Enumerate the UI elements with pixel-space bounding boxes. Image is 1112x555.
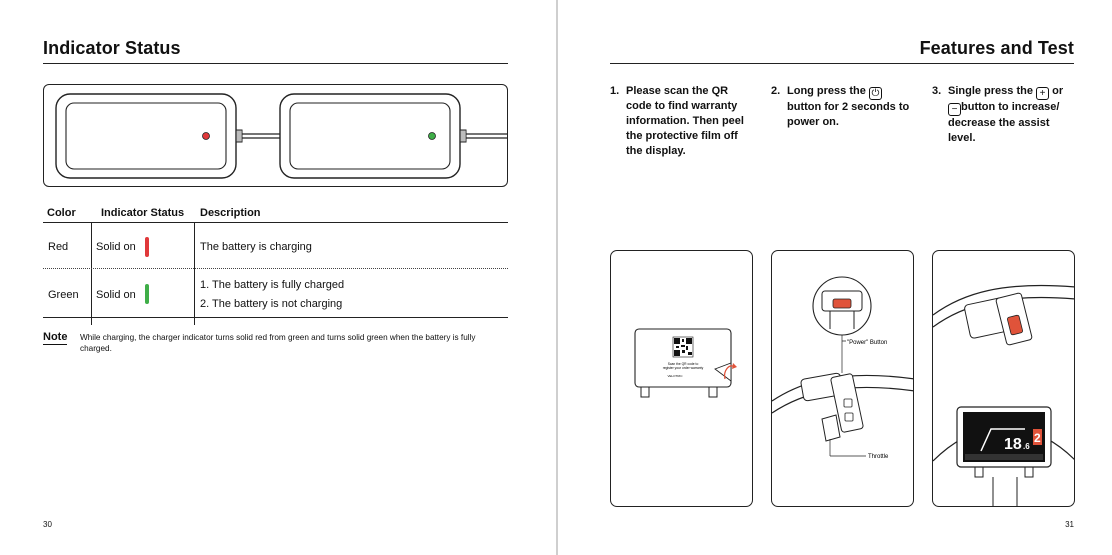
header-indicator-status: Indicator Status (101, 207, 185, 219)
cell-status: Solid on (96, 241, 136, 253)
step-line: the display. (626, 145, 686, 157)
green-led-icon (429, 133, 436, 140)
step-text (948, 84, 1063, 146)
step-line: button for 2 seconds to (787, 101, 910, 113)
power-button-icon (833, 299, 851, 308)
panel-qr-display (610, 250, 753, 507)
step-line: decrease the assist (948, 117, 1050, 129)
minus-icon: − (948, 103, 961, 116)
cell-description: 1. The battery is fully charged (200, 279, 345, 291)
header-rule (43, 222, 508, 223)
row-separator (43, 268, 508, 269)
speed-readout: 18 (1004, 436, 1022, 453)
step-line: information. Then peel (626, 115, 744, 127)
red-indicator-bar (145, 237, 149, 257)
step-line: Single press the (948, 85, 1033, 97)
step-number: 1. (610, 85, 620, 97)
cell-status: Solid on (96, 289, 136, 301)
power-icon: ⏻ (869, 87, 882, 100)
page-number: 30 (43, 520, 52, 529)
step-line: code to find warranty (626, 100, 738, 112)
cell-description: The battery is charging (200, 241, 312, 253)
panel-assist-display (932, 250, 1075, 507)
throttle-label: Throttle (868, 454, 889, 460)
note-text: While charging, the charger indicator turns solid red from green and turns solid green when the battery is fully charged. (80, 333, 476, 353)
green-indicator-bar (145, 284, 149, 304)
brand-label: VELOTRIC (667, 374, 683, 378)
power-button-label: "Power" Button (847, 340, 888, 346)
panel-power-button (771, 250, 914, 507)
step-line: button to increase/ (961, 101, 1060, 113)
step-line: power on. (787, 116, 839, 128)
header-color: Color (47, 207, 76, 219)
speed-decimal: .6 (1023, 442, 1030, 451)
qr-caption-2: register your order warranty (662, 366, 704, 370)
step-line: level. (948, 132, 976, 144)
page-title: Features and Test (919, 38, 1074, 58)
red-led-icon (203, 133, 210, 140)
step-line: Please scan the QR (626, 85, 729, 97)
step-line: or (1052, 85, 1064, 97)
page-number: 31 (1065, 520, 1074, 529)
column-divider (91, 223, 92, 325)
note-label: Note (43, 331, 68, 343)
cell-color: Red (48, 241, 69, 253)
right-page (558, 0, 1112, 555)
step-line: the protective film off (626, 130, 738, 142)
cell-description: 2. The battery is not charging (200, 298, 343, 310)
qr-code-icon (673, 337, 693, 357)
assist-level-readout: 2 (1034, 431, 1041, 445)
charger-drawing (44, 85, 509, 188)
cell-color: Green (48, 289, 79, 301)
qr-caption-1: Scan the QR code to (667, 362, 699, 366)
page-title: Indicator Status (43, 38, 181, 58)
step-text (787, 84, 909, 130)
step-number: 2. (771, 85, 781, 97)
column-divider (194, 223, 195, 325)
title-rule (43, 63, 508, 64)
charger-illustration (43, 84, 508, 187)
title-rule (610, 63, 1074, 64)
plus-icon: + (1036, 87, 1049, 100)
table-bottom-rule (43, 317, 508, 318)
step-line: Long press the (787, 85, 866, 97)
step-number: 3. (932, 85, 942, 97)
step-text (626, 84, 744, 159)
header-description: Description (200, 207, 261, 219)
throttle-icon (822, 415, 840, 441)
